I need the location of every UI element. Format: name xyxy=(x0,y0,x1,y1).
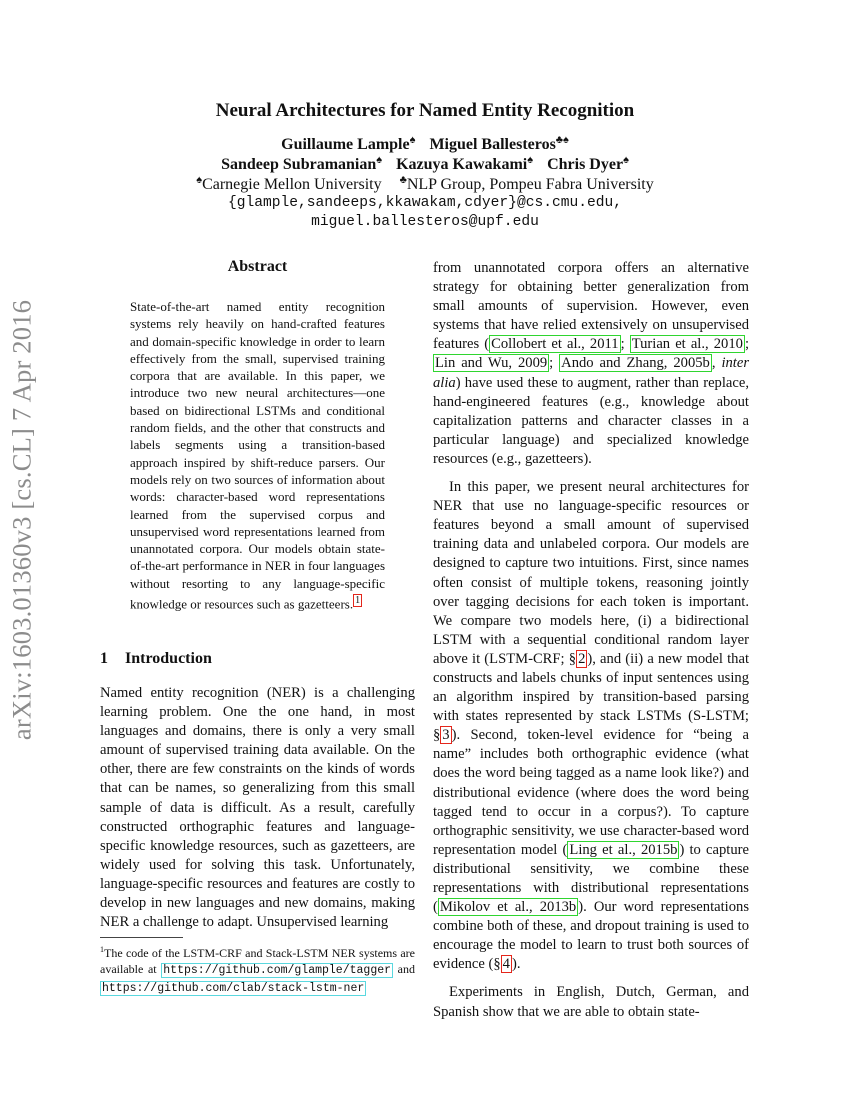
footnote-text-and: and xyxy=(393,962,416,977)
section-ref-link[interactable]: 3 xyxy=(442,727,450,744)
text-run: , xyxy=(711,355,722,372)
footnote-url-tagger[interactable]: https://github.com/glample/tagger xyxy=(163,964,392,978)
affiliation-upf: NLP Group, Pompeu Fabra University xyxy=(406,176,654,193)
col2-paragraph-3: Experiments in English, Dutch, German, and Spanish show that we are able to obtain state- xyxy=(433,984,749,1020)
author-affiliation-mark: ♠ xyxy=(376,154,383,166)
email-line-1: {glample,sandeeps,kkawakam,cdyer}@cs.cmu.edu, xyxy=(227,195,623,211)
citation-link[interactable]: Lin and Wu, 2009 xyxy=(435,355,548,372)
abstract-heading: Abstract xyxy=(227,258,288,275)
email-line-2: miguel.ballesteros@upf.edu xyxy=(311,214,539,230)
right-column xyxy=(433,259,749,1022)
text-run: ), and (ii) a new model that constructs and labels chunks of input sentences using an algorithm inspired by transition-based parsing with states represented by stack LSTMs (S-LSTM; § xyxy=(433,650,750,744)
text-run: ) have used these to augment, rather than replace, hand-engineered features (e.g., knowledge about capitalization patterns and character classes in a particular language) and specialized knowledge resources (e.g., gazetteers). xyxy=(433,374,749,467)
footnote-text: The code of the LSTM-CRF and Stack-LSTM NER systems are available at xyxy=(100,946,415,977)
section-title: Introduction xyxy=(125,650,212,667)
section-heading xyxy=(100,650,420,668)
text-run: ; xyxy=(744,336,749,353)
citation-link[interactable]: Ling et al., 2015b xyxy=(569,841,678,858)
author-line-1 xyxy=(0,134,850,154)
abstract-body xyxy=(130,298,385,613)
section-number: 1 xyxy=(100,650,108,667)
citation-link[interactable]: Ando and Zhang, 2005b xyxy=(561,355,710,372)
citation-link[interactable]: Turian et al., 2010 xyxy=(631,336,743,353)
footnote-link[interactable]: 1 xyxy=(355,595,361,607)
affiliation-cmu: Carnegie Mellon University xyxy=(202,176,382,193)
text-run: from unannotated corpora offers an alternative strategy for obtaining better generalization from small amounts of supervision. However, even systems that have relied extensively on unsupervised features ( xyxy=(433,260,749,353)
author-affiliation-mark: ♠ xyxy=(409,134,416,146)
author-affiliation-mark: ♣♠ xyxy=(555,134,569,146)
footnote xyxy=(100,942,415,998)
section-ref-link[interactable]: 4 xyxy=(502,956,510,973)
author-affiliation-mark: ♠ xyxy=(623,154,629,166)
footnote-mark: 1 xyxy=(100,945,104,954)
author-name: Miguel Ballesteros xyxy=(429,136,556,153)
author-affiliation-mark: ♠ xyxy=(527,154,534,166)
col2-paragraph-1 xyxy=(433,259,749,469)
text-run: In this paper, we present neural architectures for NER that use no language-specific resources or features beyond a small amount of supervised training data and unlabeled corpora. Our models are designed to capture two intuitions. First, since names often consist of multiple tokens, reasoning jointly over tagging decisions for each token is important. We compare two models here, (i) a bidirectional LSTM with a sequential conditional random layer above it (LSTM-CRF; § xyxy=(433,479,749,667)
arxiv-identifier-text: arXiv:1603.01360v3 [cs.CL] 7 Apr 2016 xyxy=(6,299,37,741)
citation-link[interactable]: Mikolov et al., 2013b xyxy=(439,899,577,916)
text-run-italic: inter alia xyxy=(433,355,750,391)
text-run: ). Our word representations combine both of these, and dropout training is used to encourage the model to learn to trust both sources of evidence (§ xyxy=(433,899,749,973)
text-run: ; xyxy=(620,336,630,353)
text-run: ) to capture distributional sensitivity, we combine these representations with distributional representations ( xyxy=(433,841,749,916)
abstract-text: State-of-the-art named entity recognition systems rely heavily on hand-crafted features and domain-specific knowledge in order to learn effectively from the small, supervised training corpora that are available. In this paper, we introduce two new neural architectures—one based on bidirectional LSTMs and conditional random fields, and the other that constructs and labels segments using a transition-based approach inspired by shift-reduce parsers. Our models rely on two sources of information about words: character-based word representations learned from the supervised corpus and unsupervised word representations learned from unannotated corpora. Our models obtain state-of-the-art performance in NER in four languages without resorting to any language-specific knowledge or resources such as gazetteers. xyxy=(130,299,385,612)
author-line-2 xyxy=(0,154,850,174)
text-run: ; xyxy=(549,355,560,372)
col2-paragraph-2 xyxy=(433,478,749,974)
footnote-divider xyxy=(100,937,183,938)
author-name: Kazuya Kawakami xyxy=(396,156,528,173)
intro-paragraph: Named entity recognition (NER) is a challenging learning problem. One the one hand, in most languages and domains, there is only a very small amount of supervised training data available. On the other, there are few constraints on the kinds of words that can be names, so generalizing from this small sample of data is difficult. As a result, carefully constructed orthographic features and language-specific knowledge resources, such as gazetteers, are widely used for solving this task. Unfortunately, language-specific resources and features are costly to develop in new languages and new domains, making NER a challenge to adapt. Unsupervised learning xyxy=(100,685,415,931)
footnote-url-stack-lstm[interactable]: https://github.com/clab/stack-lstm-ner xyxy=(102,982,365,996)
text-run: ). Second, token-level evidence for “being a name” includes both orthographic evidence (what does the word being tagged as a name look like?) and distributional evidence (where does the word being tagged tend to occur in a corpus?). To capture orthographic sensitivity, we use character-based word representation model ( xyxy=(433,727,749,858)
author-name: Sandeep Subramanian xyxy=(221,156,377,173)
section-ref-link[interactable]: 2 xyxy=(578,650,586,667)
affiliation-mark: ♠ xyxy=(196,174,203,186)
paper-title: Neural Architectures for Named Entity Recognition xyxy=(215,100,635,121)
citation-link[interactable]: Collobert et al., 2011 xyxy=(491,336,619,353)
affiliation-mark: ♣ xyxy=(399,174,407,186)
affiliations xyxy=(0,174,850,194)
author-name: Guillaume Lample xyxy=(281,136,410,153)
text-run: ). xyxy=(511,956,521,973)
author-name: Chris Dyer xyxy=(547,156,624,173)
